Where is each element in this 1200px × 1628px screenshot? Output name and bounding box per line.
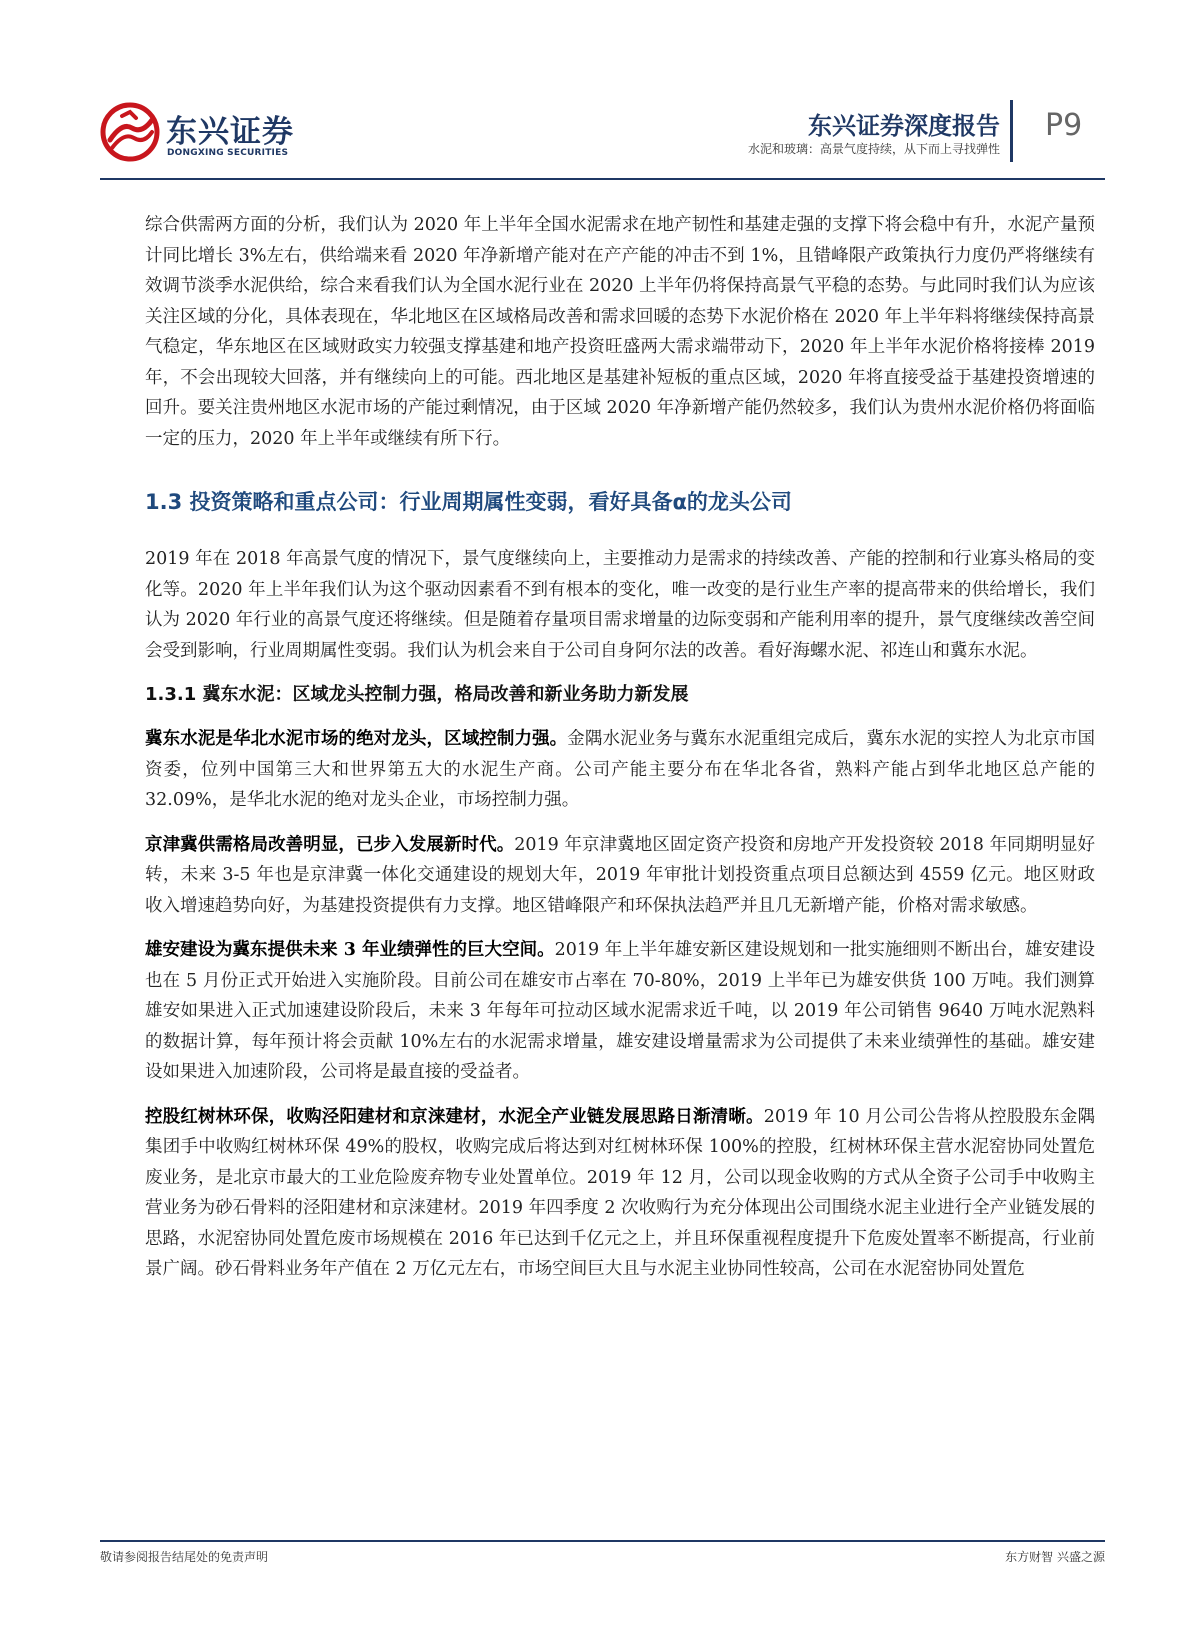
body-paragraph-3 <box>145 935 1095 1088</box>
subsection-heading: 1.3.1 冀东水泥：区域龙头控制力强，格局改善和新业务助力新发展 <box>145 684 689 705</box>
page-number: P9 <box>1045 108 1083 143</box>
paragraph-lead: 雄安建设为冀东提供未来 3 年业绩弹性的巨大空间。 <box>145 940 555 960</box>
body-paragraph-2 <box>145 830 1095 922</box>
paragraph-text: 2019 年 10 月公司公告将从控股股东金隅集团手中收购红树林环保 49%的股权，收购完成后将达到对红树林环保 100%的控股，红树林环保主营水泥窑协同处置危废业务，是北京市最大的工业危险废弃物专业处置单位。2019 年 12 月，公司以现金收购的方式从全资子公司手中收购主营业务为砂石骨料的泾阳建材和京涞建材。2019 年四季度 2 次收购行为充分体现出公司围绕水泥主业进行全产业链发展的思路，水泥窑协同处置危废市场规模在 2016 年已达到千亿元之上，并且环保重视程度提升下危废处置率不断提高，行业前景广阔。砂石骨料业务年产值在 2 万亿元左右，市场空间巨大且与水泥主业协同性较高，公司在水泥窑协同处置危 <box>145 1106 1096 1279</box>
body-paragraph-4 <box>145 1102 1095 1285</box>
paragraph-text: 2019 年京津冀地区固定资产投资和房地产开发投资较 2018 年同期明显好转，未来 3-5 年也是京津冀一体化交通建设的规划大年，2019 年审批计划投资重点项目总额达到 4559 亿元。地区财政收入增速趋势向好，为基建投资提供有力支撑。地区错峰限产和环保执法趋严并且几无新增产能，价格对需求敏感。 <box>145 834 1095 916</box>
report-title: 东兴证券深度报告 <box>808 112 1000 140</box>
header-divider <box>1010 100 1013 162</box>
header-rule <box>100 178 1105 180</box>
paragraph-lead: 京津冀供需格局改善明显，已步入发展新时代。 <box>145 834 515 855</box>
disclaimer-note: 敬请参阅报告结尾处的免责声明 <box>100 1550 269 1564</box>
report-subtitle: 水泥和玻璃：高景气度持续，从下而上寻找弹性 <box>747 142 1000 156</box>
paragraph-text: 金隅水泥业务与冀东水泥重组完成后，冀东水泥的实控人为北京市国资委，位列中国第三大和世界第五大的水泥生产商。公司产能主要分布在华北各省，熟料产能占到华北地区总产能的 32.09%，是华北水泥的绝对龙头企业，市场控制力强。 <box>145 729 1095 810</box>
body-paragraph-1 <box>145 724 1095 816</box>
paragraph-lead: 冀东水泥是华北水泥市场的绝对龙头，区域控制力强。 <box>145 729 568 749</box>
dongxing-logo-icon <box>100 102 160 162</box>
footer-rule <box>100 1540 1105 1542</box>
section-paragraph: 2019 年在 2018 年高景气度的情况下，景气度继续向上，主要推动力是需求的持续改善、产能的控制和行业寡头格局的变化等。2020 年上半年我们认为这个驱动因素看不到有根本的变化，唯一改变的是行业生产率的提高带来的供给增长，我们认为 2020 年行业的高景气度还将继续。但是随着存量项目需求增量的边际变弱和产能利用率的提升，景气度继续改善空间会受到影响，行业周期属性变弱。我们认为机会来自于公司自身阿尔法的改善。看好海螺水泥、祁连山和冀东水泥。 <box>145 549 1095 661</box>
footer-slogan: 东方财智 兴盛之源 <box>1005 1550 1105 1564</box>
intro-paragraph: 综合供需两方面的分析，我们认为 2020 年上半年全国水泥需求在地产韧性和基建走强的支撑下将会稳中有升，水泥产量预计同比增长 3%左右，供给端来看 2020 年净新增产能对在产产能的冲击不到 1%，且错峰限产政策执行力度仍严将继续有效调节淡季水泥供给，综合来看我们认为全国水泥行业在 2020 上半年仍将保持高景气平稳的态势。与此同时我们认为应该关注区域的分化，具体表现在，华北地区在区域格局改善和需求回暖的态势下水泥价格在 2020 年上半年料将继续保持高景气稳定，华东地区在区域财政实力较强支撑基建和地产投资旺盛两大需求端带动下，2020 年上半年水泥价格将接棒 2019 年，不会出现较大回落，并有继续向上的可能。西北地区是基建补短板的重点区域，2020 年将直接受益于基建投资增速的回升。要关注贵州地区水泥市场的产能过剩情况，由于区域 2020 年净新增产能仍然较多，我们认为贵州水泥价格仍将面临一定的压力，2020 年上半年或继续有所下行。 <box>145 215 1095 449</box>
company-logo <box>100 100 360 170</box>
report-body <box>145 210 1095 1299</box>
logo-text-en: DONGXING SECURITIES <box>167 148 289 158</box>
logo-text-cn: 东兴证券 <box>166 114 294 150</box>
paragraph-text: 2019 年上半年雄安新区建设规划和一批实施细则不断出台，雄安建设也在 5 月份正式开始进入实施阶段。目前公司在雄安市占率在 70-80%，2019 上半年已为雄安供货 100 万吨。我们测算雄安如果进入正式加速建设阶段后，未来 3 年每年可拉动区域水泥需求近千吨，以 2019 年公司销售 9640 万吨水泥熟料的数据计算，每年预计将会贡献 10%左右的水泥需求增量，雄安建设增量需求为公司提供了未来业绩弹性的基础。雄安建设如果进入加速阶段，公司将是最直接的受益者。 <box>145 940 1095 1082</box>
paragraph-lead: 控股红树林环保，收购泾阳建材和京涞建材，水泥全产业链发展思路日渐清晰。 <box>145 1106 764 1127</box>
page-header <box>100 90 1105 180</box>
section-heading: 1.3 投资策略和重点公司：行业周期属性变弱，看好具备α的龙头公司 <box>145 490 792 514</box>
